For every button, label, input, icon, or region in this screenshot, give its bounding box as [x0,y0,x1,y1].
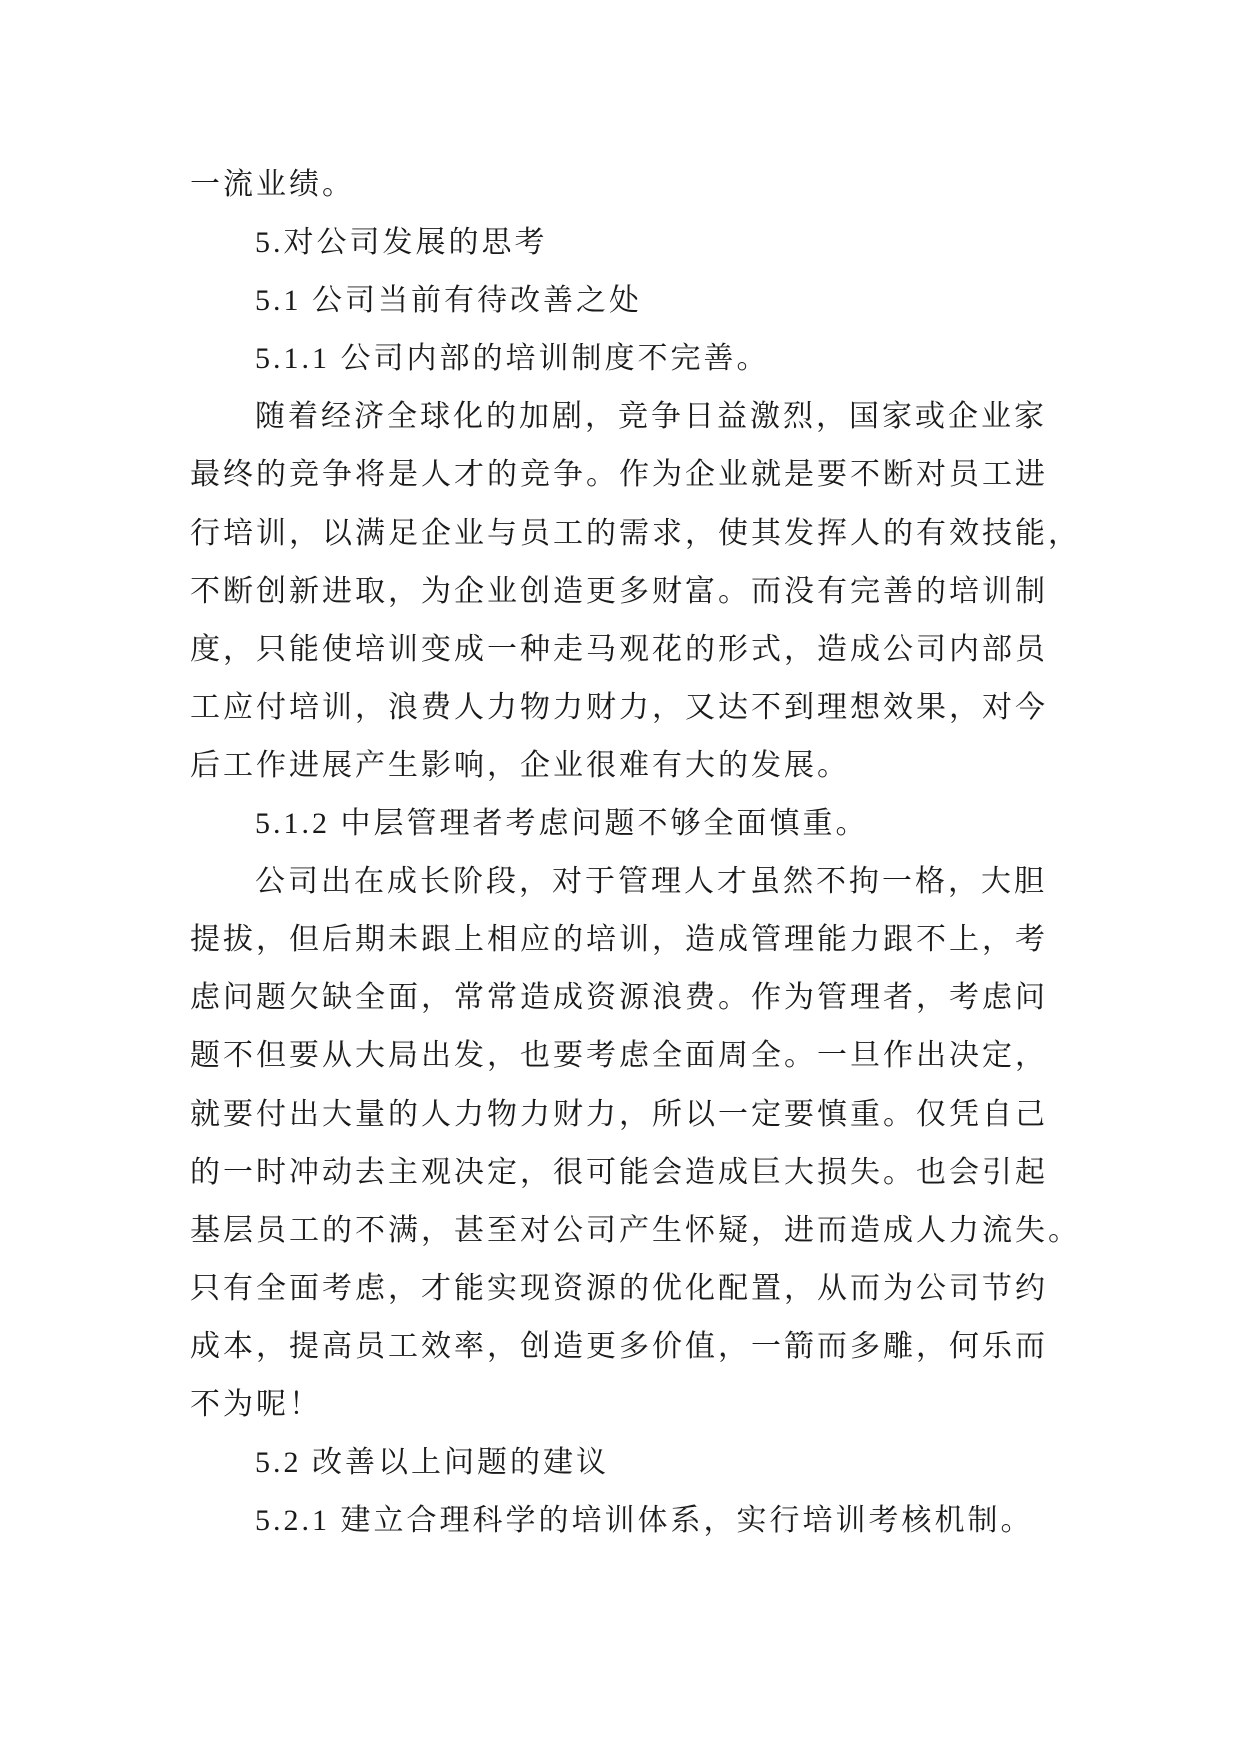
text-line: 只有全面考虑，才能实现资源的优化配置，从而为公司节约 [190,1271,1048,1305]
section-heading-5-1 [190,272,1090,330]
text-line: 随着经济全球化的加剧，竞争日益激烈，国家或企业家 [255,400,1047,434]
text-line: 提拔，但后期未跟上相应的培训，造成管理能力跟不上，考 [190,923,1048,957]
section-heading-5-1-2 [190,795,1090,853]
continuation-paragraph [190,156,1090,214]
body-paragraph-management [190,853,1090,1434]
document-body [190,156,1090,1550]
text-line: 一流业绩。 [190,168,355,201]
text-line: 虑问题欠缺全面，常常造成资源浪费。作为管理者，考虑问 [190,981,1048,1015]
heading-text: 5.1.2 中层管理者考虑问题不够全面慎重。 [255,807,869,841]
section-heading-5-2 [190,1434,1090,1492]
text-line: 度，只能使培训变成一种走马观花的形式，造成公司内部员 [190,632,1048,666]
heading-text: 5.1 公司当前有待改善之处 [255,284,642,318]
text-line: 题不但要从大局出发，也要考虑全面周全。一旦作出决定， [190,1039,1048,1073]
text-line: 行培训，以满足企业与员工的需求，使其发挥人的有效技能， [190,516,1081,550]
text-line: 基层员工的不满，甚至对公司产生怀疑，进而造成人力流失。 [190,1213,1081,1247]
heading-text: 5.1.1 公司内部的培训制度不完善。 [255,342,770,376]
text-line: 公司出在成长阶段，对于管理人才虽然不拘一格，大胆 [255,865,1047,899]
heading-text: 5.2 改善以上问题的建议 [255,1446,609,1480]
text-line: 成本，提高员工效率，创造更多价值，一箭而多雕，何乐而 [190,1329,1048,1363]
section-heading-5-1-1 [190,330,1090,388]
section-heading-5 [190,214,1090,272]
text-line: 就要付出大量的人力物力财力，所以一定要慎重。仅凭自己 [190,1097,1048,1131]
section-heading-5-2-1 [190,1492,1090,1550]
text-line: 的一时冲动去主观决定，很可能会造成巨大损失。也会引起 [190,1155,1048,1189]
text-line: 后工作进展产生影响，企业很难有大的发展。 [190,748,850,782]
text-line: 不断创新进取，为企业创造更多财富。而没有完善的培训制 [190,574,1048,608]
heading-text: 5.2.1 建立合理科学的培训体系，实行培训考核机制。 [255,1504,1034,1538]
heading-text: 5.对公司发展的思考 [255,226,548,260]
text-line: 不为呢！ [190,1387,322,1421]
body-paragraph-training [190,388,1090,795]
text-line: 工应付培训，浪费人力物力财力，又达不到理想效果，对今 [190,690,1048,724]
text-line: 最终的竞争将是人才的竞争。作为企业就是要不断对员工进 [190,458,1048,492]
